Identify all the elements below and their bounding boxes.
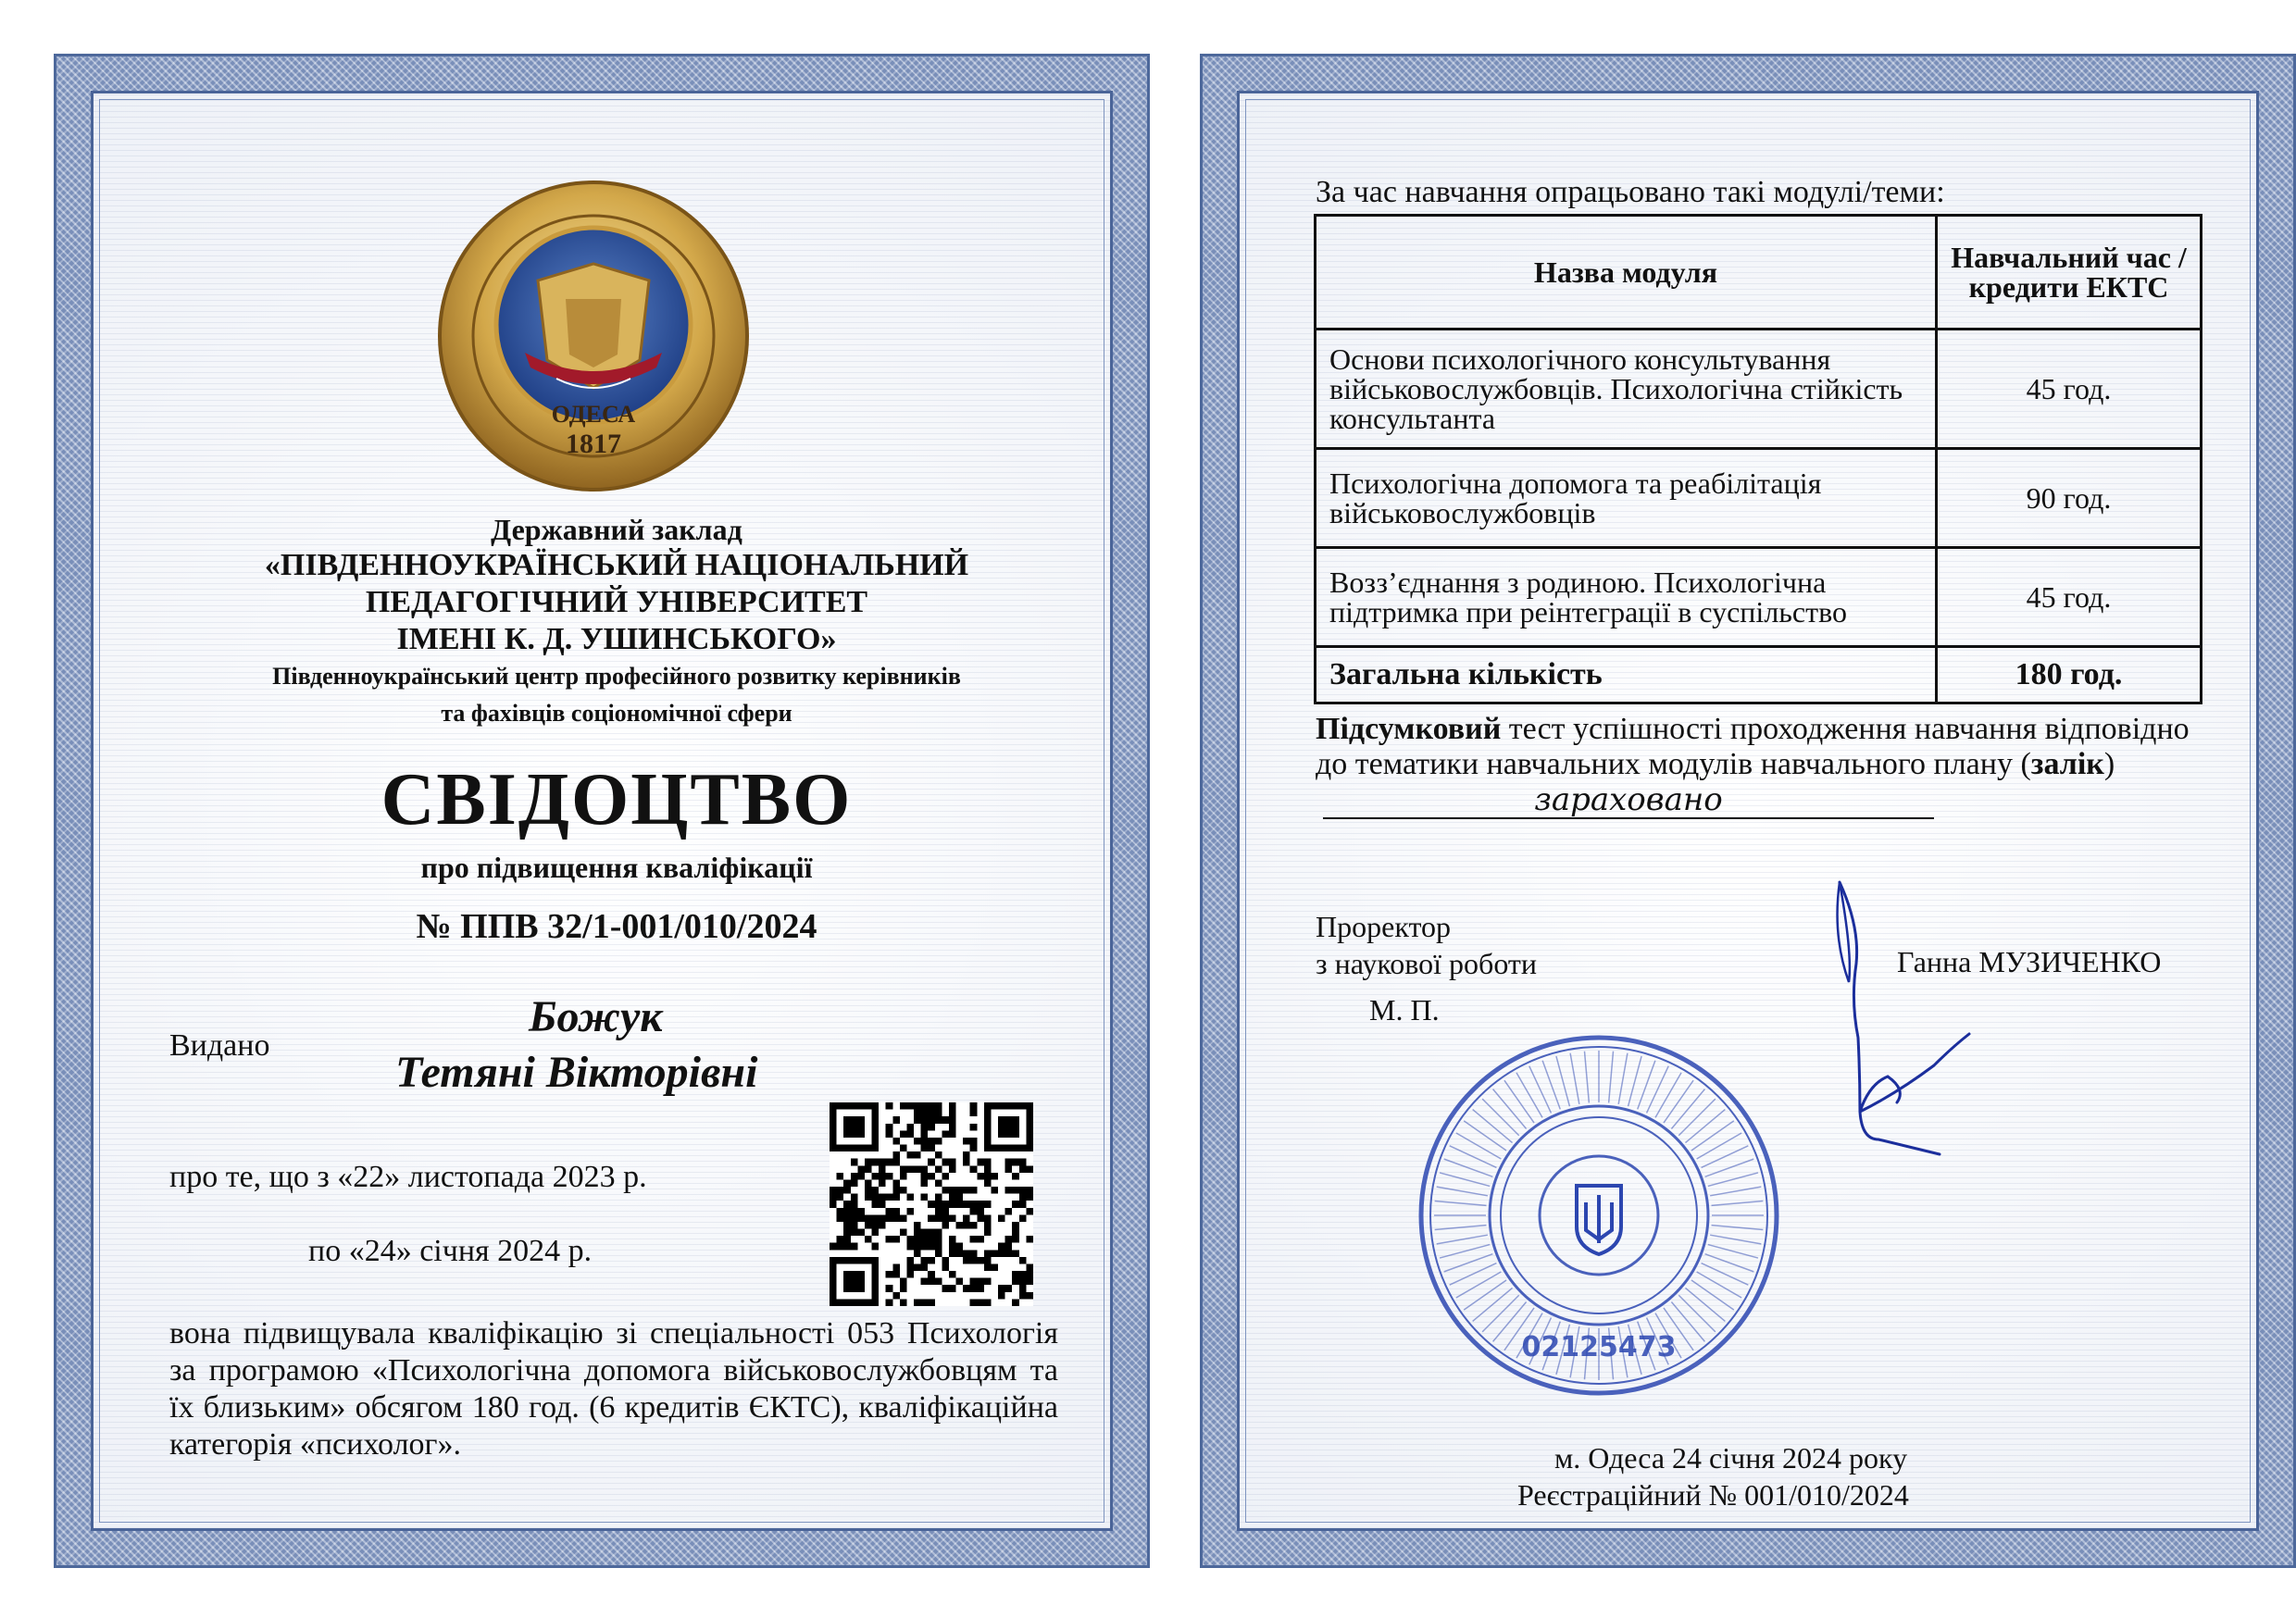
period-start: про те, що з «22» листопада 2023 р. bbox=[169, 1160, 647, 1194]
qr-code-icon bbox=[830, 1102, 1033, 1306]
module-hours: 45 год. bbox=[1937, 330, 2202, 449]
certificate-front-page bbox=[54, 54, 1150, 1568]
institution-type: Державний заклад bbox=[491, 513, 742, 546]
signer-position-line1: Проректор bbox=[1316, 910, 1451, 943]
module-name: Основи психологічного консультування військовослужбовців. Психологічна стійкість консультанта bbox=[1316, 330, 1937, 449]
table-row bbox=[1316, 449, 2202, 548]
emblem-city: ОДЕСА bbox=[551, 401, 636, 428]
certificate-number: № ППВ 32/1-001/010/2024 bbox=[416, 907, 817, 946]
university-emblem bbox=[436, 179, 751, 493]
issue-place-date: м. Одеса 24 січня 2024 року bbox=[1554, 1441, 1908, 1475]
assessment-result: зараховано bbox=[1323, 782, 1934, 819]
certificate-title: СВІДОЦТВО bbox=[381, 759, 853, 840]
certificate-body bbox=[91, 91, 1113, 1531]
signature-icon bbox=[1721, 862, 2017, 1195]
table-row bbox=[1316, 548, 2202, 647]
modules-table bbox=[1314, 214, 2202, 704]
total-label: Загальна кількість bbox=[1316, 647, 1937, 703]
institution-name bbox=[149, 512, 1084, 732]
table-header-row bbox=[1316, 216, 2202, 330]
final-text-end: ) bbox=[2103, 747, 2115, 781]
handwritten-signature bbox=[1721, 862, 2017, 1195]
table-total-row bbox=[1316, 647, 2202, 703]
modules-intro: За час навчання опрацьовано такі модулі/теми: bbox=[1316, 175, 1945, 209]
module-hours: 90 год. bbox=[1937, 449, 2202, 548]
institution-name-line3: ІМЕНІ К. Д. УШИНСЬКОГО» bbox=[396, 622, 837, 656]
emblem-year: 1817 bbox=[566, 429, 621, 459]
certificate-subtitle: про підвищення кваліфікації bbox=[420, 851, 813, 884]
institution-name-line1: «ПІВДЕННОУКРАЇНСЬКИЙ НАЦІОНАЛЬНИЙ bbox=[264, 548, 969, 582]
recipient-surname: Божук bbox=[529, 992, 663, 1041]
module-name: Психологічна допомога та реабілітація військовослужбовців bbox=[1316, 449, 1937, 548]
issued-label: Видано bbox=[169, 1028, 270, 1063]
registration-number: Реєстраційний № 001/010/2024 bbox=[1517, 1478, 1909, 1512]
seal-place-label: М. П. bbox=[1369, 993, 1440, 1027]
credit-word: залік bbox=[2030, 747, 2104, 781]
recipient-given-names: Тетяні Вікторівні bbox=[395, 1048, 758, 1097]
final-bold-word: Підсумковий bbox=[1316, 712, 1502, 746]
total-hours: 180 год. bbox=[1937, 647, 2202, 703]
signer-name: Ганна МУЗИЧЕНКО bbox=[1897, 945, 2162, 978]
header-module-name: Назва модуля bbox=[1316, 216, 1937, 330]
header-hours: Навчальний час / кредити ЕКТС bbox=[1937, 216, 2202, 330]
final-assessment bbox=[1316, 712, 2204, 819]
center-name-line2: та фахівців соціономічної сфери bbox=[441, 700, 792, 727]
center-name-line1: Південноукраїнський центр професійного розвитку керівників bbox=[272, 663, 961, 690]
final-text: тест успішності проходження навчання відповідно до тематики навчальних модулів навчального плану ( bbox=[1316, 712, 2190, 781]
qualification-description: вона підвищувала кваліфікацію зі спеціальності 053 Психологія за програмою «Психологічна допомога військовослужбовцям та їх близьким» обсягом 180 год. (6 кредитів ЄКТС), кваліфікаційна категорія «психолог». bbox=[169, 1316, 1058, 1462]
stamp-code: 02125473 bbox=[1521, 1331, 1677, 1363]
certificate-back-page bbox=[1200, 54, 2296, 1568]
module-name: Возз’єднання з родиною. Психологічна підтримка при реінтеграції в суспільство bbox=[1316, 548, 1937, 647]
signer-position-line2: з наукової роботи bbox=[1316, 947, 1538, 980]
table-row bbox=[1316, 330, 2202, 449]
signer-position bbox=[1316, 908, 1537, 982]
module-hours: 45 год. bbox=[1937, 548, 2202, 647]
certificate-body bbox=[1237, 91, 2259, 1531]
institution-name-line2: ПЕДАГОГІЧНИЙ УНІВЕРСИТЕТ bbox=[365, 585, 868, 619]
period-end: по «24» січня 2024 р. bbox=[308, 1234, 593, 1268]
